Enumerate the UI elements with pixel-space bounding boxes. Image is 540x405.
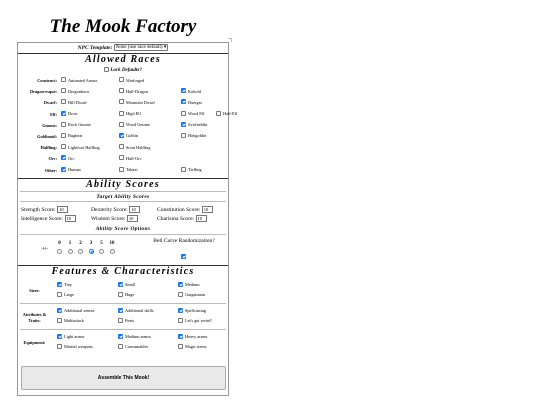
race-group-row	[18, 165, 228, 176]
feature-option-label: Martial weapons	[64, 344, 93, 350]
race-option-duergar[interactable]	[181, 99, 202, 105]
page-title: The Mook Factory	[49, 16, 197, 37]
ability-score-intelligence-score	[21, 215, 76, 222]
feature-option-additional-skills[interactable]	[118, 308, 154, 314]
race-group-row	[18, 131, 228, 142]
race-group-row	[18, 153, 228, 164]
race-checkbox[interactable]	[61, 167, 66, 172]
race-option-lightfoot-halfling[interactable]	[61, 144, 100, 150]
race-checkbox[interactable]	[119, 167, 124, 172]
race-group-label: Orc:	[48, 156, 57, 162]
race-option-label: Wood Elf	[188, 111, 205, 117]
npc-template-select[interactable]	[114, 44, 169, 51]
feature-option-large[interactable]	[57, 292, 74, 298]
race-groups	[18, 75, 238, 176]
race-checkbox[interactable]	[119, 144, 124, 149]
race-group-label: Dragon-esque:	[30, 89, 57, 95]
feature-option-label: Tiny	[64, 282, 72, 288]
race-option-high-elf[interactable]	[119, 111, 141, 117]
race-option-label: Goblin	[126, 133, 138, 139]
race-option-label: Lightfoot Halfling	[68, 144, 100, 150]
race-option-label: Tiefling	[188, 167, 202, 173]
feature-checkbox[interactable]	[178, 282, 183, 287]
feature-checkbox[interactable]	[178, 308, 183, 313]
race-option-mountain-dwarf[interactable]	[119, 99, 155, 105]
bell-curve-label: Bell Curve Randomization?	[153, 237, 215, 244]
race-checkbox[interactable]	[119, 133, 124, 138]
race-option-label: Duergar	[188, 99, 202, 105]
feature-option-label: Huge	[125, 292, 135, 298]
race-checkbox[interactable]	[61, 77, 66, 82]
race-option-label: Half-Dragon	[126, 88, 148, 94]
feature-option-label: Large	[64, 292, 74, 298]
ability-score-dexterity-score	[91, 206, 140, 213]
race-option-label: High Elf	[126, 111, 141, 117]
race-option-half-elf[interactable]	[216, 111, 237, 117]
ability-score-options-heading: Ability Score Options	[95, 225, 151, 232]
race-option-rock-gnome[interactable]	[61, 122, 91, 128]
race-option-label: Tabaxi	[126, 167, 138, 173]
feature-option-feats[interactable]	[118, 318, 134, 324]
feature-option-label: Small	[125, 282, 136, 288]
ability-score-input[interactable]: 10	[65, 215, 76, 222]
race-option-wood-elf[interactable]	[181, 111, 204, 117]
race-checkbox[interactable]	[61, 155, 66, 160]
race-option-human[interactable]	[61, 167, 81, 173]
race-option-hobgoblin[interactable]	[181, 133, 206, 139]
plusminus-radio-2[interactable]	[78, 249, 83, 254]
feature-option-spellcasting[interactable]	[178, 308, 206, 314]
mook-form	[17, 42, 238, 396]
race-option-tiefling[interactable]	[181, 167, 202, 173]
race-option-label: Warforged	[126, 77, 145, 83]
feature-group-row	[18, 304, 228, 329]
ability-score-input[interactable]: 10	[202, 206, 213, 213]
race-option-label: Human	[68, 167, 81, 173]
race-option-half-orc[interactable]	[119, 155, 142, 161]
feature-checkbox[interactable]	[57, 318, 62, 323]
race-checkbox[interactable]	[119, 155, 124, 160]
feature-checkbox[interactable]	[118, 282, 123, 287]
feature-option-label: Consumables	[125, 344, 149, 350]
feature-checkbox[interactable]	[57, 308, 62, 313]
race-checkbox[interactable]	[119, 122, 124, 127]
feature-option-heavy-armor[interactable]	[178, 334, 208, 340]
race-option-label: Wood Gnome	[126, 122, 150, 128]
race-option-label: Half-Orc	[126, 155, 142, 161]
plusminus-value-label: 1	[68, 240, 72, 246]
race-option-label: Hill Dwarf	[68, 99, 87, 105]
race-option-tabaxi[interactable]	[119, 167, 138, 173]
ability-score-input[interactable]: 10	[196, 215, 207, 222]
feature-checkbox[interactable]	[57, 292, 62, 297]
lock-defaults-row	[18, 66, 228, 75]
race-group-row	[18, 120, 228, 131]
race-option-label: Orc	[68, 155, 75, 161]
ability-score-constitution-score	[157, 206, 213, 213]
plusminus-value-label: 10	[109, 240, 115, 246]
race-checkbox[interactable]	[119, 111, 124, 116]
race-checkbox[interactable]	[61, 133, 66, 138]
ability-score-label: Charisma Score:	[157, 215, 195, 222]
feature-option-tiny[interactable]	[57, 282, 72, 288]
feature-option-gargantuan[interactable]	[178, 292, 205, 298]
race-checkbox[interactable]	[119, 77, 124, 82]
plusminus-radio-3[interactable]	[89, 249, 94, 254]
race-option-stout-halfling[interactable]	[119, 144, 150, 150]
feature-option-multiattack[interactable]	[57, 318, 84, 324]
race-checkbox[interactable]	[181, 122, 186, 127]
feature-checkbox[interactable]	[118, 292, 123, 297]
feature-option-label: Feats	[125, 318, 135, 324]
plusminus-label: +/-	[42, 246, 48, 252]
feature-option-light-armor[interactable]	[57, 334, 85, 340]
race-option-hill-dwarf[interactable]	[61, 99, 87, 105]
race-option-svirfneblin[interactable]	[181, 122, 207, 128]
race-option-dragonborn[interactable]	[61, 88, 89, 94]
race-checkbox[interactable]	[61, 111, 66, 116]
plusminus-value-label: 3	[89, 240, 93, 246]
race-checkbox[interactable]	[61, 144, 66, 149]
ability-score-charisma-score	[157, 215, 207, 222]
race-option-label: Hobgoblin	[188, 133, 207, 139]
race-option-drow[interactable]	[61, 111, 78, 117]
feature-option-additional-senses[interactable]	[57, 308, 94, 314]
feature-option-label: Additional skills	[125, 308, 154, 314]
feature-option-label: Multiattack	[64, 318, 84, 324]
race-option-label: Dragonborn	[68, 88, 89, 94]
race-option-label: Rock Gnome	[68, 122, 91, 128]
feature-option-let-s-get-weird[interactable]	[178, 318, 212, 324]
feature-option-label: Heavy armor	[185, 334, 208, 340]
race-checkbox[interactable]	[119, 99, 124, 104]
feature-checkbox[interactable]	[57, 344, 62, 349]
ability-score-label: Dexterity Score:	[91, 206, 128, 213]
feature-group-label: Attributes & Traits:	[22, 311, 47, 323]
race-checkbox[interactable]	[216, 111, 221, 116]
race-checkbox[interactable]	[181, 167, 186, 172]
feature-checkbox[interactable]	[178, 344, 183, 349]
race-option-wood-gnome[interactable]	[119, 122, 150, 128]
race-option-label: Bugbear	[68, 133, 83, 139]
feature-checkbox[interactable]	[178, 334, 183, 339]
ability-score-input[interactable]: 10	[127, 215, 138, 222]
feature-option-small[interactable]	[118, 282, 135, 288]
feature-group-label: Equipment:	[23, 339, 46, 345]
race-option-goblin[interactable]	[119, 133, 138, 139]
feature-group-row	[18, 330, 228, 355]
plusminus-value-label: 0	[58, 240, 61, 246]
feature-option-label: Spellcasting	[185, 308, 207, 314]
bell-curve-checkbox[interactable]	[181, 254, 186, 259]
feature-option-medium[interactable]	[178, 282, 200, 288]
race-checkbox[interactable]	[119, 88, 124, 93]
ability-score-grid	[18, 202, 228, 224]
feature-option-consumables[interactable]	[118, 344, 148, 350]
lock-defaults-label: Lock Defaults?	[110, 68, 142, 73]
feature-group-row	[18, 278, 228, 303]
feature-option-label: Medium armor	[125, 334, 151, 340]
ability-scores-heading: Ability Scores	[18, 178, 228, 191]
race-option-half-dragon[interactable]	[119, 88, 148, 94]
race-group-label: Elf:	[50, 111, 57, 117]
race-option-label: Svirfneblin	[188, 122, 208, 128]
race-option-bugbear[interactable]	[61, 133, 83, 139]
feature-group-label: Sizes:	[29, 287, 40, 293]
race-group-row	[18, 86, 228, 97]
ability-score-label: Strength Score:	[21, 206, 56, 213]
race-checkbox[interactable]	[61, 99, 66, 104]
race-option-label: Drow	[68, 111, 78, 117]
race-option-warforged[interactable]	[119, 77, 144, 83]
race-option-label: Stout Halfling	[126, 144, 151, 150]
race-group-label: Construct:	[37, 78, 57, 83]
race-group-label: Other:	[44, 167, 57, 173]
race-group-label: Dwarf:	[43, 100, 57, 106]
race-checkbox[interactable]	[181, 99, 186, 104]
feature-option-label: Additional senses	[64, 308, 95, 314]
race-option-label: Animated Armor	[68, 77, 98, 83]
ability-score-wisdom-score	[91, 215, 138, 222]
npc-template-row	[18, 43, 228, 53]
npc-template-value: None (use race default)	[115, 45, 163, 51]
feature-checkbox[interactable]	[57, 334, 62, 339]
race-option-label: Mountain Dwarf	[126, 99, 155, 105]
target-ability-scores-heading: Target Ability Scores	[20, 191, 226, 201]
race-option-orc[interactable]	[61, 155, 74, 161]
feature-option-label: Medium	[185, 282, 200, 288]
ability-score-label: Constitution Score:	[157, 206, 201, 213]
plusminus-value-label: 2	[79, 240, 82, 246]
ability-score-label: Intelligence Score:	[21, 215, 64, 222]
race-group-label: Halfling:	[40, 145, 57, 151]
chevron-down-icon: ▾	[163, 45, 167, 51]
feature-option-label: Gargantuan	[185, 292, 205, 298]
feature-checkbox[interactable]	[118, 344, 123, 349]
lock-defaults-checkbox[interactable]	[104, 67, 109, 72]
feature-option-magic-items[interactable]	[178, 344, 206, 350]
feature-option-martial-weapons[interactable]	[57, 344, 93, 350]
ability-score-input[interactable]: 10	[129, 206, 140, 213]
feature-option-label: Light armor	[64, 334, 85, 340]
race-group-row	[18, 142, 228, 153]
feature-checkbox[interactable]	[178, 292, 183, 297]
race-checkbox[interactable]	[181, 88, 186, 93]
race-checkbox[interactable]	[181, 133, 186, 138]
race-checkbox[interactable]	[61, 122, 66, 127]
feature-option-medium-armor[interactable]	[118, 334, 151, 340]
plusminus-value-label: 5	[100, 240, 103, 246]
race-option-kobold[interactable]	[181, 88, 201, 94]
race-group-row	[18, 75, 228, 86]
race-group-label: Goblinoid:	[37, 133, 57, 139]
allowed-races-heading: Allowed Races	[18, 53, 228, 66]
features-heading: Features & Characteristics	[18, 265, 228, 278]
race-option-label: Half-Elf	[223, 111, 238, 117]
feature-option-label: Let's get weird!	[185, 318, 212, 324]
race-checkbox[interactable]	[61, 88, 66, 93]
plusminus-radio-5[interactable]	[99, 249, 104, 254]
feature-groups	[18, 278, 228, 355]
race-group-row	[18, 97, 228, 108]
feature-option-label: Magic items	[185, 344, 207, 350]
feature-checkbox[interactable]	[118, 318, 123, 323]
race-option-animated-armor[interactable]	[61, 77, 97, 83]
ability-score-input[interactable]: 10	[57, 206, 68, 213]
ability-score-options	[18, 235, 228, 265]
feature-option-huge[interactable]	[118, 292, 134, 298]
feature-checkbox[interactable]	[57, 282, 62, 287]
assemble-button[interactable]: Assemble This Mook!	[21, 366, 226, 390]
plusminus-radio-10[interactable]	[110, 249, 115, 254]
race-group-row	[18, 109, 238, 120]
plusminus-radio-0[interactable]	[57, 249, 62, 254]
ability-score-label: Wisdom Score:	[91, 215, 126, 222]
plusminus-radio-1[interactable]	[68, 249, 73, 254]
npc-template-label: NPC Template:	[77, 45, 113, 51]
ability-score-strength-score	[21, 206, 68, 213]
feature-checkbox[interactable]	[118, 334, 123, 339]
race-checkbox[interactable]	[181, 111, 186, 116]
race-group-label: Gnome:	[42, 122, 57, 128]
feature-checkbox[interactable]	[178, 318, 183, 323]
feature-checkbox[interactable]	[118, 308, 123, 313]
race-option-label: Kobold	[188, 88, 201, 94]
